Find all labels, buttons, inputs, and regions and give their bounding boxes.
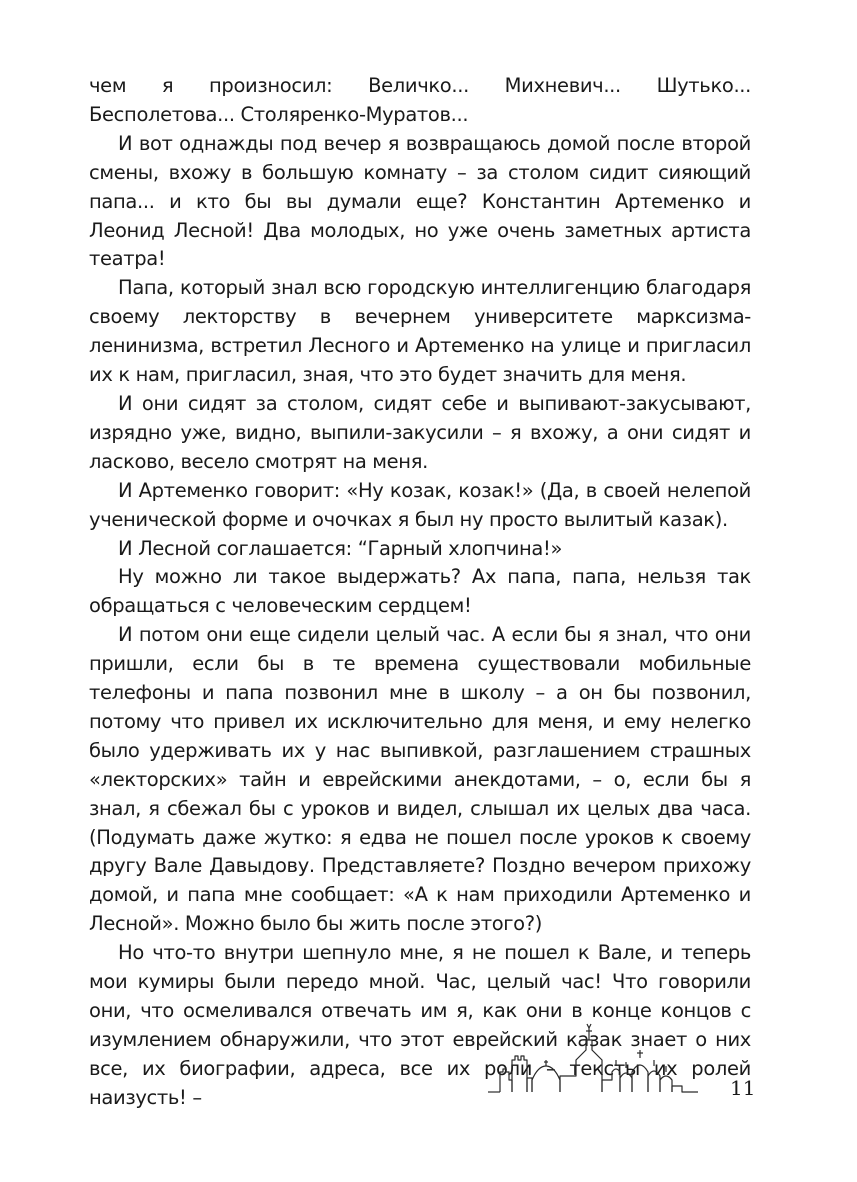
paragraph: Папа, который знал всю городскую интеллигенцию благодаря своему лекторству в вечернем университете марксизма-ленинизма, встретил Лесного и Артеменко на улице и пригласил их к нам, пригласил, зная, что это будет значить для меня. — [89, 276, 751, 387]
paragraph: И потом они еще сидели целый час. А если бы я знал, что они пришли, если бы в те времена существовали мобильные телефоны и папа позвонил мне в школу – а он бы позвонил, потому что привел их исключительно для меня, и ему нелегко было удерживать их у нас выпивкой, разглашением страшных «лекторских» тайн и еврейскими анекдотами, – о, если бы я знал, я сбежал бы с уроков и видел, слышал их целых два часа. (Подумать даже жутко: я едва не пошел после уроков к своему другу Вале Давыдову. Представляете? Поздно вечером прихожу домой, и папа мне сообщает: «А к нам приходили Артеменко и Лесной». Можно было бы жить после этого?) — [89, 623, 751, 936]
paragraph-continuation: чем я произносил: Величко... Михневич... Шутько... Бесполетова... Столяренко-Муратов... — [89, 74, 751, 126]
paragraph: И Лесной соглашается: “Гарный хлопчина!» — [118, 536, 563, 560]
paragraph: И вот однажды под вечер я возвращаюсь домой после второй смены, вхожу в большую комнату – за столом сидит сияющий папа... и кто бы вы думали еще? Константин Артеменко и Леонид Лесной! Два молодых, но уже очень заметных артиста театра! — [89, 131, 751, 271]
city-skyline-icon — [486, 1020, 712, 1096]
paragraph: Но что-то внутри шепнуло мне, я не пошел к Вале, и теперь мои кумиры были передо мной. Час, целый час! Что говорили они, что осмеливался отвечать им я, как они в конце концов с изумлением обнаружили, что этот еврейский казак знает о них все, их биографии, адреса, все их роли – тексты их ролей наизусть! – — [89, 941, 751, 1109]
paragraph: Ну можно ли такое выдержать? Ах папа, папа, нельзя так обращаться с человеческим сердцем! — [89, 565, 751, 618]
paragraph: И Артеменко говорит: «Ну козак, козак!» (Да, в своей нелепой ученической форме и очочках я был ну просто вылитый казак). — [89, 478, 751, 531]
page-number: 11 — [730, 1076, 756, 1100]
body-text — [89, 72, 751, 1113]
paragraph: И они сидят за столом, сидят себе и выпивают-закусывают, изрядно уже, видно, выпили-закусили – я вхожу, а они сидят и ласково, весело смотрят на меня. — [89, 391, 751, 473]
